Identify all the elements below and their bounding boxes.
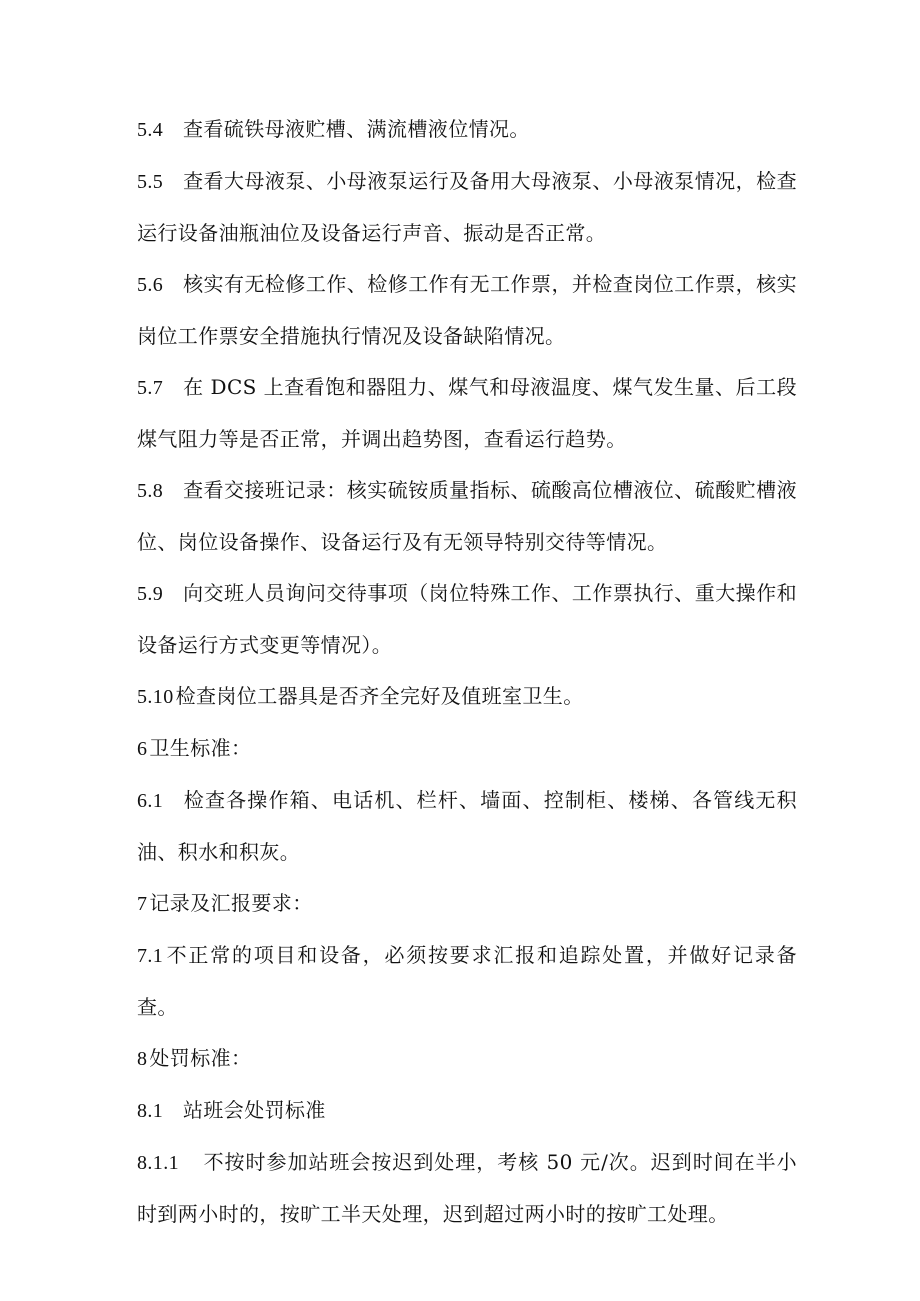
- paragraph-6-1: [137, 775, 797, 878]
- paragraph-5-5: [137, 156, 797, 259]
- heading-6: [137, 723, 797, 775]
- paragraph-8-1-1: [137, 1137, 797, 1240]
- heading-7: [137, 878, 797, 930]
- section-number: 8: [137, 1048, 148, 1070]
- section-number: 8.1.1: [137, 1152, 179, 1174]
- section-number: 6.1: [137, 790, 164, 812]
- paragraph-8-1: [137, 1085, 797, 1137]
- paragraph-text: 在 DCS 上查看饱和器阻力、煤气和母液温度、煤气发生量、后工段煤气阻力等是否正常，并调出趋势图，查看运行趋势。: [137, 375, 797, 451]
- section-number: 5.9: [137, 583, 164, 605]
- paragraph-text: 检查各操作箱、电话机、栏杆、墙面、控制柜、楼梯、各管线无积油、积水和积灰。: [137, 788, 797, 864]
- heading-text: 处罚标准：: [149, 1046, 252, 1070]
- paragraph-text: 核实有无检修工作、检修工作有无工作票，并检查岗位工作票，核实岗位工作票安全措施执行情况及设备缺陷情况。: [137, 272, 797, 348]
- paragraph-5-4: [137, 104, 797, 156]
- paragraph-5-7: [137, 362, 797, 465]
- section-number: 8.1: [137, 1100, 164, 1122]
- paragraph-5-6: [137, 259, 797, 362]
- heading-text: 记录及汇报要求：: [149, 891, 313, 915]
- paragraph-5-8: [137, 465, 797, 568]
- paragraph-7-1: [137, 930, 797, 1033]
- paragraph-5-10: [137, 671, 797, 723]
- heading-8: [137, 1033, 797, 1085]
- heading-text: 卫生标准：: [149, 736, 252, 760]
- section-number: 5.5: [137, 171, 164, 193]
- paragraph-text: 站班会处罚标准: [183, 1098, 326, 1122]
- section-number: 5.10: [137, 686, 174, 708]
- paragraph-text: 查看大母液泵、小母液泵运行及备用大母液泵、小母液泵情况，检查运行设备油瓶油位及设备运行声音、振动是否正常。: [137, 169, 797, 245]
- paragraph-text: 向交班人员询问交待事项（岗位特殊工作、工作票执行、重大操作和设备运行方式变更等情况）。: [137, 581, 797, 657]
- paragraph-5-9: [137, 568, 797, 671]
- section-number: 5.7: [137, 377, 164, 399]
- paragraph-text: 不正常的项目和设备，必须按要求汇报和追踪处置，并做好记录备查。: [137, 943, 797, 1019]
- paragraph-text: 查看交接班记录：核实硫铵质量指标、硫酸高位槽液位、硫酸贮槽液位、岗位设备操作、设备运行及有无领导特别交待等情况。: [137, 478, 797, 554]
- document-body: [137, 104, 797, 1240]
- section-number: 7: [137, 893, 148, 915]
- section-number: 7.1: [137, 945, 164, 967]
- section-number: 5.4: [137, 119, 164, 141]
- section-number: 5.6: [137, 274, 164, 296]
- paragraph-text: 不按时参加站班会按迟到处理，考核 50 元/次。迟到时间在半小时到两小时的，按旷工半天处理，迟到超过两小时的按旷工处理。: [137, 1150, 797, 1226]
- section-number: 6: [137, 738, 148, 760]
- section-number: 5.8: [137, 480, 164, 502]
- paragraph-text: 检查岗位工器具是否齐全完好及值班室卫生。: [175, 684, 584, 708]
- paragraph-text: 查看硫铁母液贮槽、满流槽液位情况。: [183, 117, 530, 141]
